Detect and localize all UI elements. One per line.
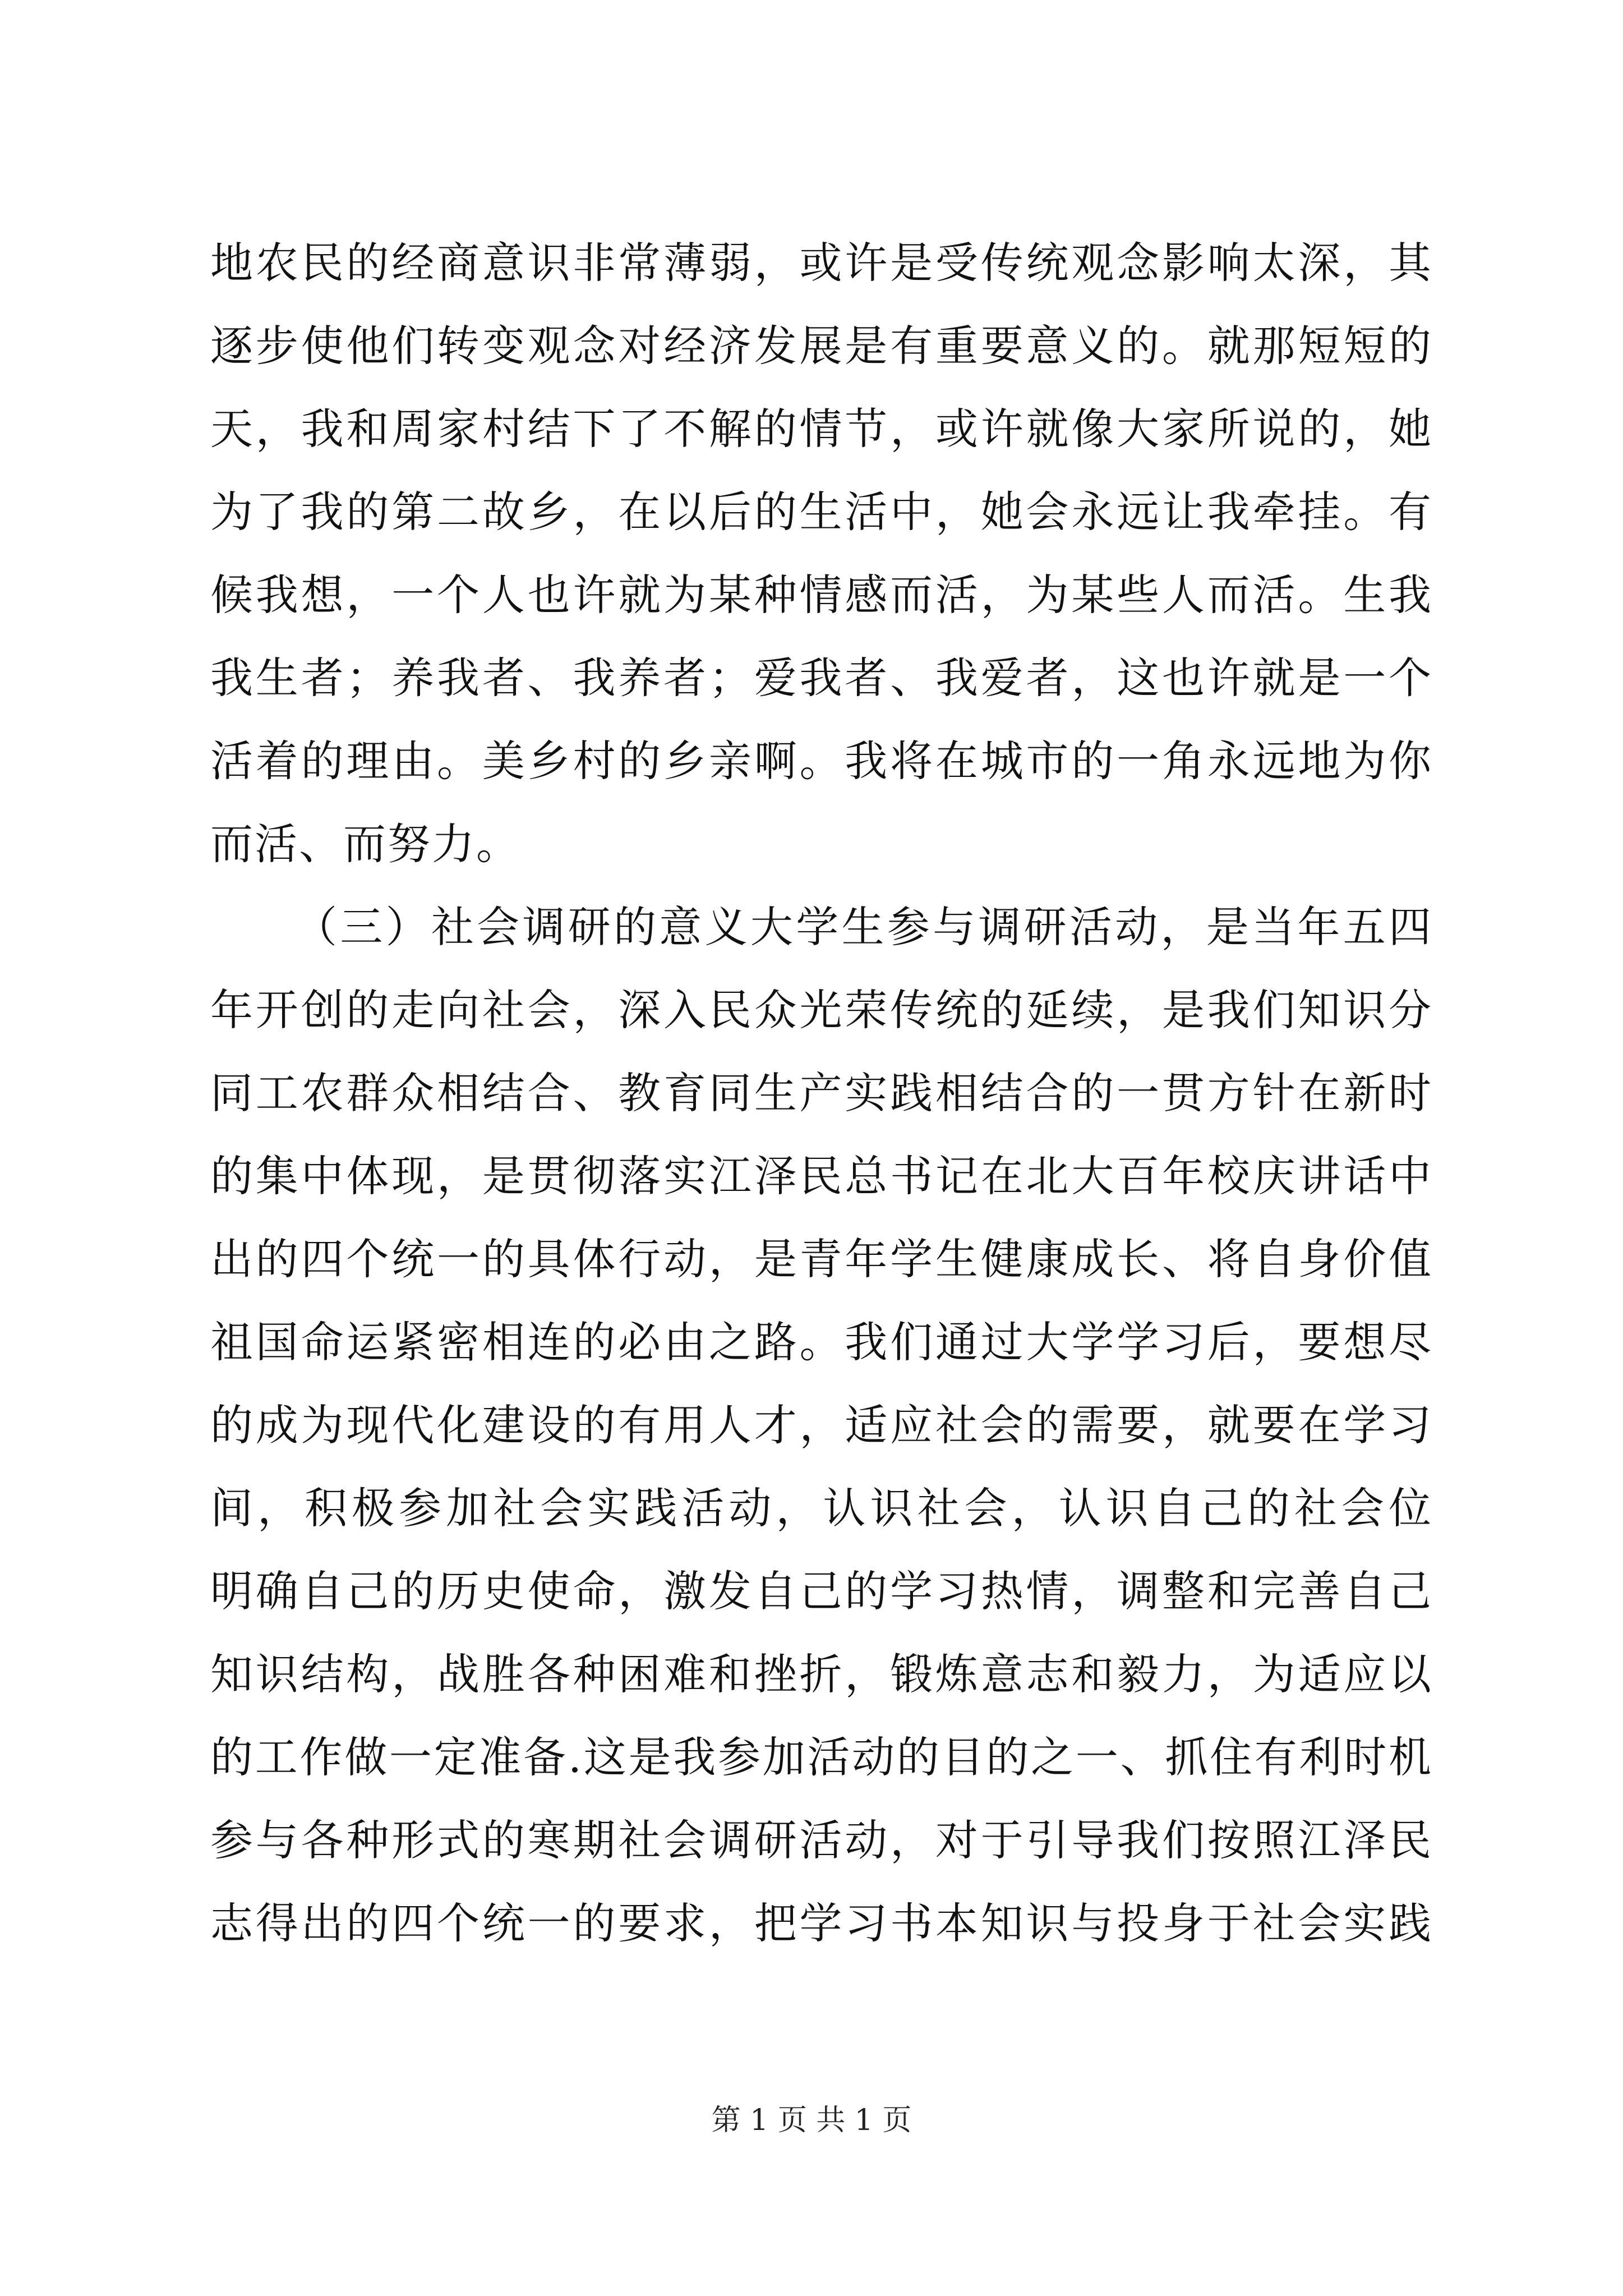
text-line-9: （三）社会调研的意义大学生参与调研活动，是当年五四 — [294, 902, 1433, 952]
text-line-11: 同工农群众相结合、教育同生产实践相结合的一贯方针在新时 — [210, 1068, 1433, 1118]
text-line-20: 参与各种形式的寒期社会调研活动，对于引导我们按照江泽民 — [210, 1815, 1433, 1865]
text-line-14: 祖国命运紧密相连的必由之路。我们通过大学学习后，要想尽 — [210, 1317, 1433, 1367]
text-line-10: 年开创的走向社会，深入民众光荣传统的延续，是我们知识分 — [210, 985, 1433, 1035]
text-line-16: 间，积极参加社会实践活动，认识社会，认识自己的社会位 — [210, 1483, 1433, 1533]
text-line-19: 的工作做一定准备.这是我参加活动的目的之一、抓住有利时机 — [210, 1732, 1433, 1782]
text-line-8: 而活、而努力。 — [210, 819, 520, 869]
text-line-4: 为了我的第二故乡，在以后的生活中，她会永远让我牵挂。有 — [210, 487, 1433, 537]
text-line-3: 天，我和周家村结下了不解的情节，或许就像大家所说的，她 — [210, 404, 1433, 454]
page-footer — [0, 2101, 1623, 2140]
text-line-6: 我生者；养我者、我养者；爱我者、我爱者，这也许就是一个 — [210, 653, 1433, 703]
text-line-21: 志得出的四个统一的要求，把学习书本知识与投身于社会实践 — [210, 1898, 1433, 1948]
text-line-15: 的成为现代化建设的有用人才，适应社会的需要，就要在学习 — [210, 1400, 1433, 1450]
text-line-12: 的集中体现，是贯彻落实江泽民总书记在北大百年校庆讲话中 — [210, 1151, 1433, 1201]
document-body — [210, 222, 1433, 1965]
text-line-1: 地农民的经商意识非常薄弱，或许是受传统观念影响太深，其 — [210, 238, 1433, 288]
text-line-17: 明确自己的历史使命，激发自己的学习热情，调整和完善自己 — [210, 1566, 1433, 1616]
text-line-13: 出的四个统一的具体行动，是青年学生健康成长、将自身价值 — [210, 1234, 1433, 1284]
text-line-7: 活着的理由。美乡村的乡亲啊。我将在城市的一角永远地为你 — [210, 736, 1433, 786]
text-line-2: 逐步使他们转变观念对经济发展是有重要意义的。就那短短的 — [210, 321, 1433, 371]
page-number-label: 第 1 页 共 1 页 — [711, 2104, 912, 2137]
text-line-18: 知识结构，战胜各种困难和挫折，锻炼意志和毅力，为适应以 — [210, 1649, 1433, 1699]
text-line-5: 候我想，一个人也许就为某种情感而活，为某些人而活。生我 — [210, 570, 1433, 620]
